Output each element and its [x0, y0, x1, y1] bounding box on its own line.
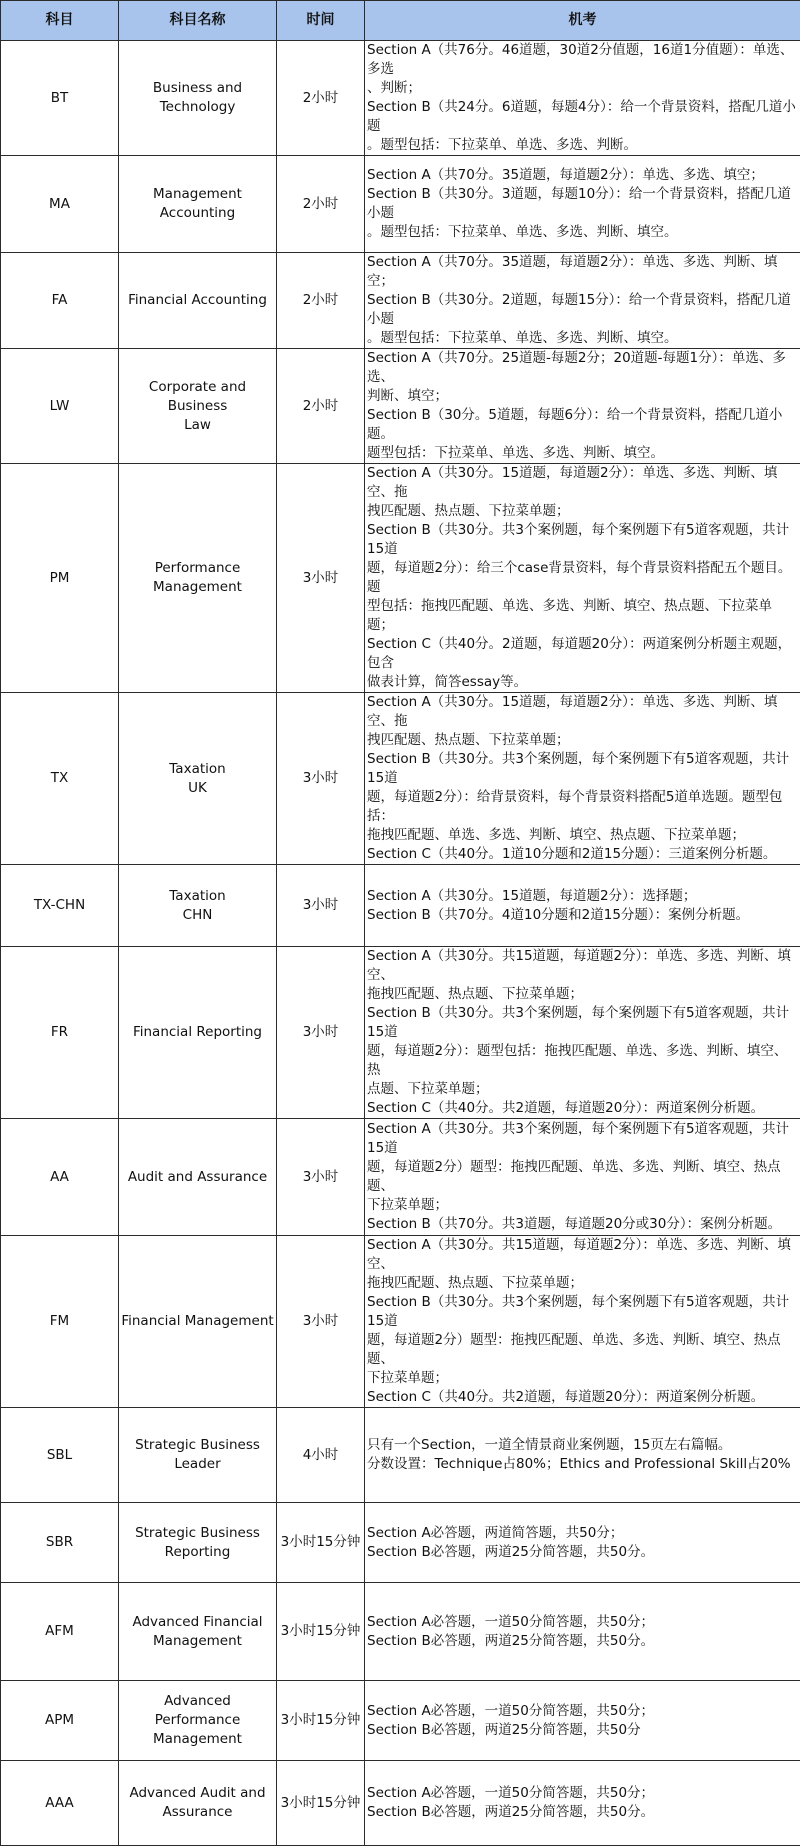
subject-name-line: CHN — [121, 906, 274, 925]
exam-format — [365, 253, 800, 349]
subject-name-line: Taxation — [121, 887, 274, 906]
subject-name-line: Advanced Financial — [121, 1613, 274, 1632]
subject-name — [119, 349, 277, 464]
subject-name — [119, 1583, 277, 1681]
exam-format-line: Section B（共30分。共3个案例题，每个案例题下有5道客观题，共计15道 — [367, 1293, 798, 1331]
header-code: 科目 — [1, 1, 119, 41]
exam-format-line: Section A（共30分。15道题，每道题2分）：选择题； — [367, 887, 798, 906]
exam-format-line: 题型包括：下拉菜单、单选、多选、判断、填空。 — [367, 444, 798, 463]
exam-format — [365, 464, 800, 693]
subject-name — [119, 41, 277, 156]
exam-format — [365, 1681, 800, 1761]
subject-name — [119, 253, 277, 349]
exam-duration: 3小时 — [277, 865, 365, 947]
exam-duration: 2小时 — [277, 349, 365, 464]
subject-name — [119, 1681, 277, 1761]
exam-format — [365, 156, 800, 253]
exam-format-line: 下拉菜单题； — [367, 1369, 798, 1388]
exam-format-line: Section A必答题，一道50分简答题，共50分； — [367, 1784, 798, 1803]
exam-format-line: 拽匹配题、热点题、下拉菜单题； — [367, 502, 798, 521]
subject-name-line: Reporting — [121, 1543, 274, 1562]
exam-format-line: 拖拽匹配题、热点题、下拉菜单题； — [367, 1274, 798, 1293]
subject-name — [119, 1408, 277, 1503]
table-row — [1, 1583, 800, 1681]
subject-code: FR — [1, 947, 119, 1119]
exam-format-line: 题，每道题2分）题型：拖拽匹配题、单选、多选、判断、填空、热点题、 — [367, 1158, 798, 1196]
exam-format-line: 拖拽匹配题、单选、多选、判断、填空、热点题、下拉菜单题； — [367, 826, 798, 845]
subject-code: TX-CHN — [1, 865, 119, 947]
table-row — [1, 693, 800, 865]
exam-format — [365, 41, 800, 156]
exam-format-line: 题，每道题2分）题型：拖拽匹配题、单选、多选、判断、填空、热点题、 — [367, 1331, 798, 1369]
table-row — [1, 1681, 800, 1761]
subject-name — [119, 865, 277, 947]
exam-format-line: Section C（共40分。1道10分题和2道15分题）：三道案例分析题。 — [367, 845, 798, 864]
subject-name-line: UK — [121, 779, 274, 798]
exam-format — [365, 1408, 800, 1503]
exam-format-line: Section B必答题，两道25分简答题，共50分。 — [367, 1632, 798, 1651]
exam-format-line: 判断、填空； — [367, 387, 798, 406]
exam-format-line: 题，每道题2分）：题型包括：拖拽匹配题、单选、多选、判断、填空、热 — [367, 1042, 798, 1080]
exam-duration: 3小时15分钟 — [277, 1583, 365, 1681]
exam-format-line: 做表计算，简答essay等。 — [367, 673, 798, 692]
subject-name-line: Leader — [121, 1455, 274, 1474]
exam-duration: 4小时 — [277, 1408, 365, 1503]
subject-name-line: Assurance — [121, 1803, 274, 1822]
exam-format-line: Section A（共30分。共15道题，每道题2分）：单选、多选、判断、填空、 — [367, 947, 798, 985]
exam-format-line: Section B（共24分。6道题，每题4分）：给一个背景资料，搭配几道小题 — [367, 98, 798, 136]
exam-format-line: Section A（共30分。共3个案例题，每个案例题下有5道客观题，共计15道 — [367, 1120, 798, 1158]
subject-name-line: Management — [121, 185, 274, 204]
exam-duration: 3小时15分钟 — [277, 1503, 365, 1583]
exam-format — [365, 947, 800, 1119]
subject-code: SBR — [1, 1503, 119, 1583]
exam-format-line: Section A（共30分。共15道题，每道题2分）：单选、多选、判断、填空、 — [367, 1236, 798, 1274]
exam-duration: 3小时15分钟 — [277, 1681, 365, 1761]
exam-format-line: 。题型包括：下拉菜单、单选、多选、判断。 — [367, 136, 798, 155]
exam-format-line: 题，每道题2分）：给背景资料，每个背景资料搭配5道单选题。题型包括： — [367, 788, 798, 826]
exam-format-line: 拖拽匹配题、热点题、下拉菜单题； — [367, 985, 798, 1004]
subject-name-line: Strategic Business — [121, 1524, 274, 1543]
exam-format — [365, 1236, 800, 1408]
exam-format-line: Section B必答题，两道25分简答题，共50分。 — [367, 1803, 798, 1822]
subject-name-line: Advanced Performance — [121, 1692, 274, 1730]
subject-code: LW — [1, 349, 119, 464]
exam-format-line: 型包括：拖拽匹配题、单选、多选、判断、填空、热点题、下拉菜单题； — [367, 597, 798, 635]
subject-name-line: Accounting — [121, 204, 274, 223]
exam-format-line: Section B必答题，两道25分简答题，共50分。 — [367, 1543, 798, 1562]
exam-format-line: 题，每道题2分）：给三个case背景资料，每个背景资料搭配五个题目。题 — [367, 559, 798, 597]
subject-code: BT — [1, 41, 119, 156]
subject-name — [119, 693, 277, 865]
exam-format — [365, 693, 800, 865]
exam-duration: 3小时 — [277, 1236, 365, 1408]
table-row — [1, 349, 800, 464]
exam-format-line: 点题、下拉菜单题； — [367, 1080, 798, 1099]
exam-format-line: 下拉菜单题； — [367, 1196, 798, 1215]
table-row — [1, 1119, 800, 1236]
subject-name-line: Advanced Audit and — [121, 1784, 274, 1803]
subject-name-line: Management — [121, 1632, 274, 1651]
table-row — [1, 464, 800, 693]
subject-name-line: Financial Management — [121, 1312, 274, 1331]
table-row — [1, 156, 800, 253]
exam-format-line: Section A必答题，一道50分简答题，共50分； — [367, 1613, 798, 1632]
exam-format-line: Section B（共70分。4道10分题和2道15分题）：案例分析题。 — [367, 906, 798, 925]
subject-name-line: Performance — [121, 559, 274, 578]
table-row — [1, 1408, 800, 1503]
exam-format-line: Section C（共40分。共2道题，每道题20分）：两道案例分析题。 — [367, 1099, 798, 1118]
exam-format-line: Section A（共70分。25道题-每题2分；20道题-每题1分）：单选、多选、 — [367, 349, 798, 387]
subject-code: AFM — [1, 1583, 119, 1681]
exam-format-line: Section A必答题，两道简答题，共50分； — [367, 1524, 798, 1543]
exam-format-line: Section A（共30分。15道题，每道题2分）：单选、多选、判断、填空、拖 — [367, 693, 798, 731]
subject-code: AAA — [1, 1761, 119, 1846]
exam-format — [365, 865, 800, 947]
exam-format-line: Section B（共30分。3道题，每题10分）：给一个背景资料，搭配几道小题 — [367, 185, 798, 223]
table-row — [1, 947, 800, 1119]
exam-format-line: Section A（共70分。35道题，每道题2分）：单选、多选、填空； — [367, 166, 798, 185]
exam-format-line: Section B必答题，两道25分简答题，共50分 — [367, 1721, 798, 1740]
exam-format-line: Section C（共40分。共2道题，每道题20分）：两道案例分析题。 — [367, 1388, 798, 1407]
subject-name — [119, 947, 277, 1119]
table-row — [1, 1761, 800, 1846]
subject-name — [119, 156, 277, 253]
table-row — [1, 253, 800, 349]
subject-code: PM — [1, 464, 119, 693]
table-row — [1, 865, 800, 947]
header-time: 时间 — [277, 1, 365, 41]
subject-code: AA — [1, 1119, 119, 1236]
header-row — [1, 1, 800, 41]
subject-code: FM — [1, 1236, 119, 1408]
subject-code: TX — [1, 693, 119, 865]
subject-name — [119, 1119, 277, 1236]
exam-format — [365, 1583, 800, 1681]
exam-format-line: Section A（共70分。35道题，每道题2分）：单选、多选、判断、填空； — [367, 253, 798, 291]
exam-format — [365, 1761, 800, 1846]
table-row — [1, 1236, 800, 1408]
exam-format — [365, 1503, 800, 1583]
subject-name-line: Strategic Business — [121, 1436, 274, 1455]
subject-name — [119, 464, 277, 693]
exam-duration: 3小时 — [277, 464, 365, 693]
subject-name-line: Technology — [121, 98, 274, 117]
exam-format — [365, 349, 800, 464]
exam-format-line: Section B（共70分。共3道题，每道题20分或30分）：案例分析题。 — [367, 1215, 798, 1234]
table-row — [1, 1503, 800, 1583]
exam-format-line: 只有一个Section，一道全情景商业案例题，15页左右篇幅。 — [367, 1436, 798, 1455]
subject-name-line: Management — [121, 578, 274, 597]
subject-name-line: Taxation — [121, 760, 274, 779]
subject-name-line: Financial Accounting — [121, 291, 274, 310]
exam-format-line: Section B（共30分。共3个案例题，每个案例题下有5道客观题，共计15道 — [367, 750, 798, 788]
exam-format-line: Section B（共30分。2道题，每题15分）：给一个背景资料，搭配几道小题 — [367, 291, 798, 329]
subject-name-line: Corporate and Business — [121, 378, 274, 416]
exam-format-line: 。题型包括：下拉菜单、单选、多选、判断、填空。 — [367, 329, 798, 348]
subject-code: FA — [1, 253, 119, 349]
exam-duration: 3小时 — [277, 947, 365, 1119]
header-name: 科目名称 — [119, 1, 277, 41]
exam-duration: 2小时 — [277, 41, 365, 156]
subject-name — [119, 1236, 277, 1408]
exam-format-line: 、判断； — [367, 79, 798, 98]
exam-duration: 3小时 — [277, 693, 365, 865]
subject-name — [119, 1761, 277, 1846]
subject-code: MA — [1, 156, 119, 253]
exam-format-line: Section A（共76分。46道题，30道2分值题，16道1分值题）：单选、多选 — [367, 41, 798, 79]
subject-name-line: Audit and Assurance — [121, 1168, 274, 1187]
exam-format — [365, 1119, 800, 1236]
exam-format-line: Section A必答题，一道50分简答题，共50分； — [367, 1702, 798, 1721]
subject-name-line: Business and — [121, 79, 274, 98]
table-body — [1, 41, 800, 1846]
table-row — [1, 41, 800, 156]
exam-duration: 3小时15分钟 — [277, 1761, 365, 1846]
exam-format-line: 分数设置：Technique占80%；Ethics and Professional Skill占20% — [367, 1455, 798, 1474]
exam-format-line: 。题型包括：下拉菜单、单选、多选、判断、填空。 — [367, 223, 798, 242]
header-exam: 机考 — [365, 1, 800, 41]
exam-format-line: Section B（共30分。共3个案例题，每个案例题下有5道客观题，共计15道 — [367, 1004, 798, 1042]
exam-duration: 2小时 — [277, 156, 365, 253]
subject-name-line: Management — [121, 1730, 274, 1749]
exam-format-line: Section B（共30分。共3个案例题，每个案例题下有5道客观题，共计15道 — [367, 521, 798, 559]
exam-format-line: 拽匹配题、热点题、下拉菜单题； — [367, 731, 798, 750]
exam-format-line: Section C（共40分。2道题，每道题20分）：两道案例分析题主观题，包含 — [367, 635, 798, 673]
exam-duration: 3小时 — [277, 1119, 365, 1236]
subject-code: APM — [1, 1681, 119, 1761]
exam-format-line: Section B（30分。5道题，每题6分）：给一个背景资料，搭配几道小题。 — [367, 406, 798, 444]
subject-code: SBL — [1, 1408, 119, 1503]
subject-name-line: Law — [121, 416, 274, 435]
exam-duration: 2小时 — [277, 253, 365, 349]
subject-name — [119, 1503, 277, 1583]
exam-format-line: Section A（共30分。15道题，每道题2分）：单选、多选、判断、填空、拖 — [367, 464, 798, 502]
subject-name-line: Financial Reporting — [121, 1023, 274, 1042]
